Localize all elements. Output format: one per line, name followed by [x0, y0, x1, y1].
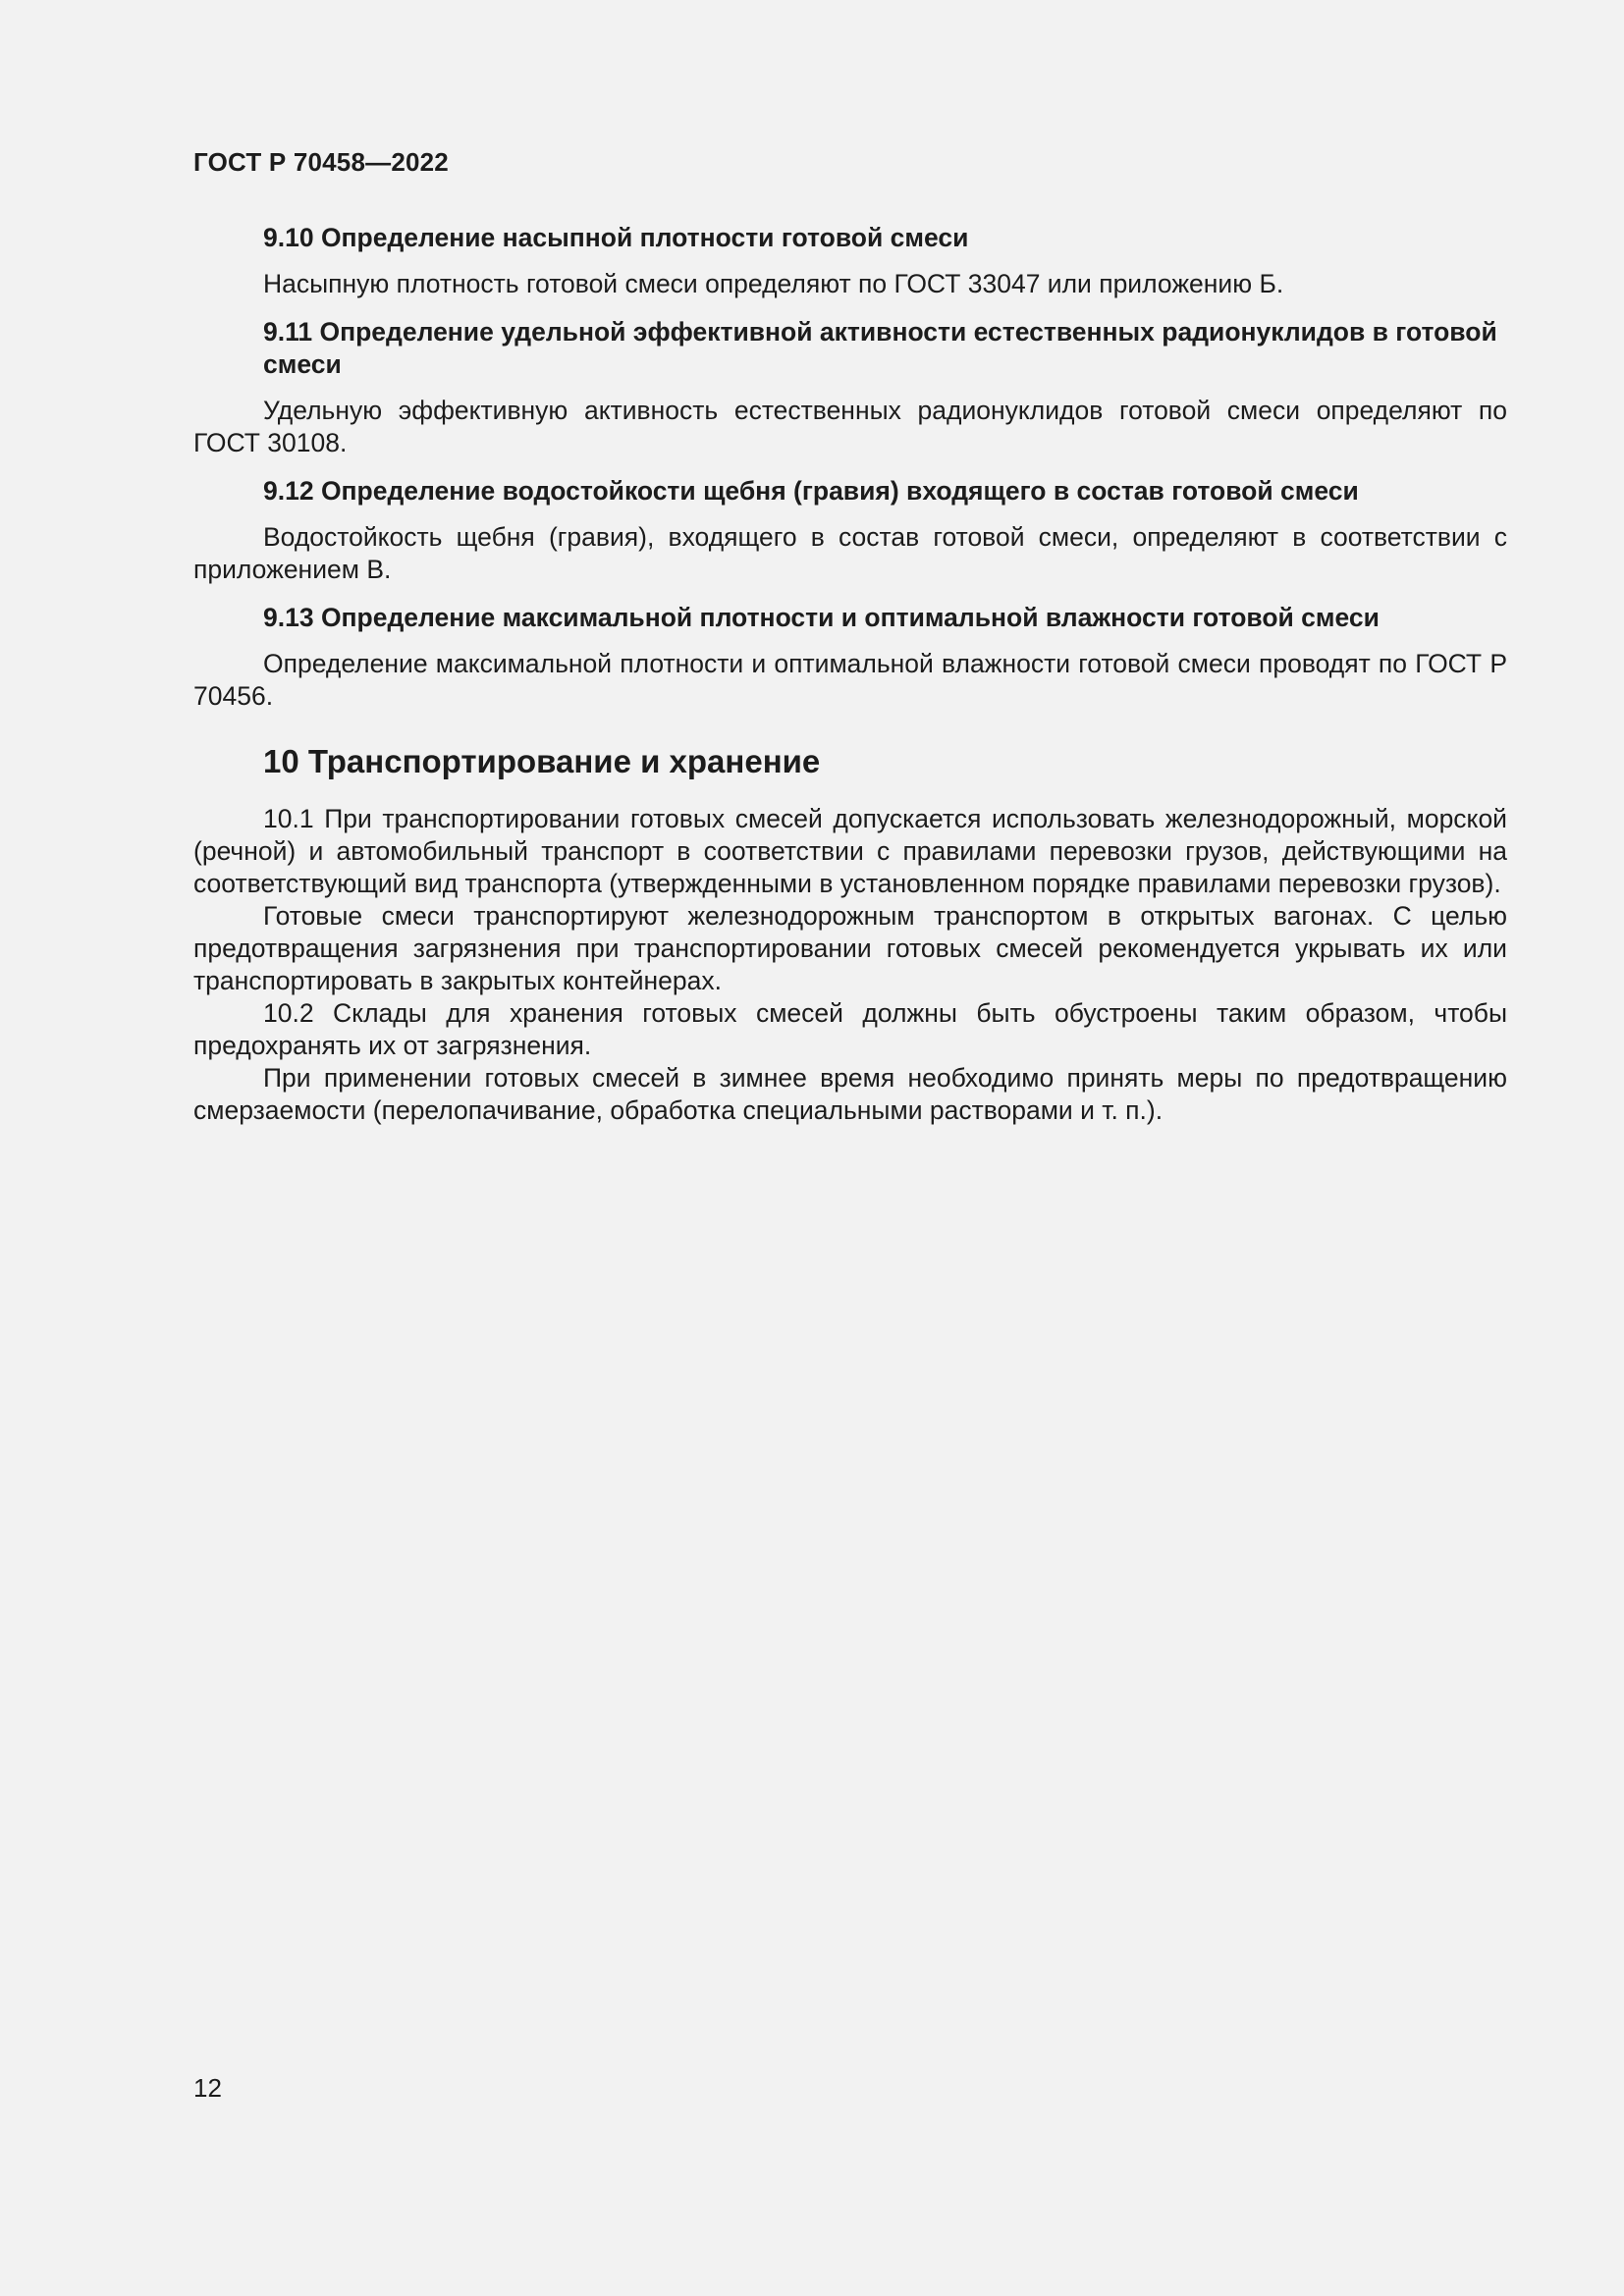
- subsection-text-9-10: Насыпную плотность готовой смеси определяют по ГОСТ 33047 или приложению Б.: [263, 269, 1284, 298]
- subsection-text-9-11: Удельную эффективную активность естественных радионуклидов готовой смеси определяют по ГОСТ 30108.: [193, 396, 1507, 457]
- subsection-heading-9-10: 9.10 Определение насыпной плотности готовой смеси: [263, 223, 969, 252]
- document-body: [193, 222, 1507, 1127]
- subsection-heading-9-12: 9.12 Определение водостойкости щебня (гравия) входящего в состав готовой смеси: [263, 476, 1359, 506]
- subsection-heading-9-13: 9.13 Определение максимальной плотности и оптимальной влажности готовой смеси: [263, 603, 1380, 632]
- section-10-paragraph-4: При применении готовых смесей в зимнее время необходимо принять меры по предотвращению смерзаемости (перелопачивание, обработка специальными растворами и т. п.).: [193, 1063, 1507, 1125]
- document-header: ГОСТ Р 70458—2022: [193, 147, 449, 177]
- subsection-heading-9-11: 9.11 Определение удельной эффективной активности естественных радионуклидов в готовой смеси: [263, 317, 1497, 379]
- section-10-paragraph-3: 10.2 Склады для хранения готовых смесей должны быть обустроены таким образом, чтобы предохранять их от загрязнения.: [193, 998, 1507, 1060]
- section-10-paragraph-2: Готовые смеси транспортируют железнодорожным транспортом в открытых вагонах. С целью предотвращения загрязнения при транспортировании готовых смесей рекомендуется укрывать их или транспортировать в закрытых контейнерах.: [193, 901, 1507, 995]
- page-number: 12: [193, 2073, 222, 2103]
- subsection-text-9-12: Водостойкость щебня (гравия), входящего в состав готовой смеси, определяют в соответствии с приложением В.: [193, 522, 1507, 584]
- section-heading-10: 10 Транспортирование и хранение: [263, 743, 821, 779]
- subsection-text-9-13: Определение максимальной плотности и оптимальной влажности готовой смеси проводят по ГОСТ Р 70456.: [193, 649, 1507, 711]
- section-10-paragraph-1: 10.1 При транспортировании готовых смесей допускается использовать железнодорожный, морской (речной) и автомобильный транспорт в соответствии с правилами перевозки грузов, действующими на соответствующий вид транспорта (утвержденными в установленном порядке правилами перевозки грузов).: [193, 804, 1507, 898]
